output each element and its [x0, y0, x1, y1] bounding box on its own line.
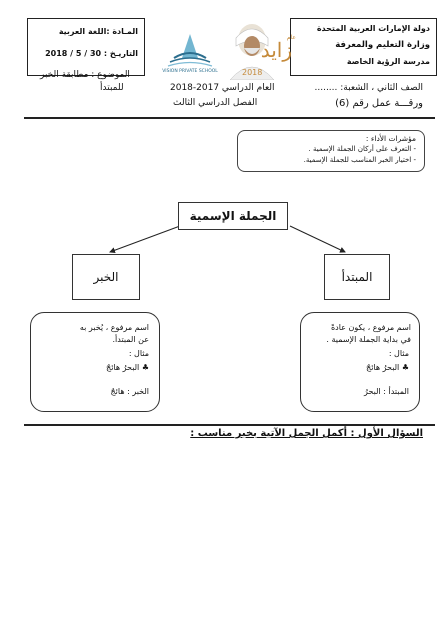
subject-def-1: اسم مرفوع ، يكون عادةً — [330, 323, 411, 332]
worksheet-number: ورقـــة عمل رقم (6) — [335, 98, 423, 109]
predicate-answer: الخبر : هائجٌ — [110, 387, 149, 396]
predicate-example-label: مثال : — [128, 349, 149, 358]
predicate-explanation-box — [30, 312, 160, 412]
subject-explanation-box — [300, 312, 420, 412]
subject-box — [324, 254, 390, 300]
subject-label: المـادة :اللغة العربية — [58, 27, 138, 36]
indicator-item-2: - اختيار الخبر المناسب للجملة الإسمية. — [303, 156, 416, 164]
grade-line: الصف الثاني ، الشعبة: ........ — [314, 83, 423, 93]
topic-line-2: للمبتدأ — [100, 83, 124, 93]
zayed-word: زايد — [260, 38, 292, 62]
subject-example-label: مثال : — [388, 349, 409, 358]
indicators-title: مؤشرات الأداء : — [365, 134, 416, 143]
school-logo-caption: VISION PRIVATE SCHOOL — [162, 69, 218, 74]
country-name: دولة الإمارات العربية المتحدة — [316, 24, 430, 33]
subject-def-2: في بداية الجملة الإسمية . — [326, 335, 411, 344]
indicator-item-1: - التعرف على أركان الجملة الإسمية . — [308, 145, 416, 153]
ministry-name: وزارة التعليم والمعرفة — [335, 40, 430, 50]
nominal-sentence-label: الجملة الإسمية — [189, 209, 277, 223]
question-title: السؤال الأول : أكمل الجمل الآتية بخبر مناسب : — [190, 428, 423, 439]
predicate-def-2: عن المبتدأ. — [112, 335, 149, 344]
date-label: التاريـخ : 30 / 5 / 2018 — [45, 49, 138, 58]
academic-year: العام الدراسي 2017-2018 — [170, 83, 275, 93]
topic-line-1: الموضوع : مطابقة الخبر — [40, 70, 130, 80]
subject-answer: المبتدأ : البحرُ — [364, 387, 409, 396]
predicate-def-1: اسم مرفوع ، يُخبر به — [79, 323, 149, 332]
subject-example-sentence: ♣ البحرُ هائجٌ — [366, 363, 409, 372]
club-icon: ♣ — [141, 363, 149, 372]
predicate-box — [72, 254, 140, 300]
zayed-tag: عام — [286, 34, 296, 41]
subject-label: المبتدأ — [341, 270, 373, 284]
question-separator — [24, 424, 435, 426]
nominal-sentence-box — [178, 202, 288, 230]
arrow-to-subject — [290, 226, 345, 252]
predicate-label: الخبر — [93, 270, 119, 284]
school-name: مدرسة الرؤية الخاصة — [346, 57, 430, 66]
arrow-to-predicate — [110, 226, 180, 252]
predicate-example-sentence: ♣ البحرُ هائجٌ — [106, 363, 149, 372]
academic-term: الفصل الدراسي الثالث — [173, 98, 258, 108]
zayed-year: 2018 — [242, 68, 263, 77]
club-icon: ♣ — [401, 363, 409, 372]
